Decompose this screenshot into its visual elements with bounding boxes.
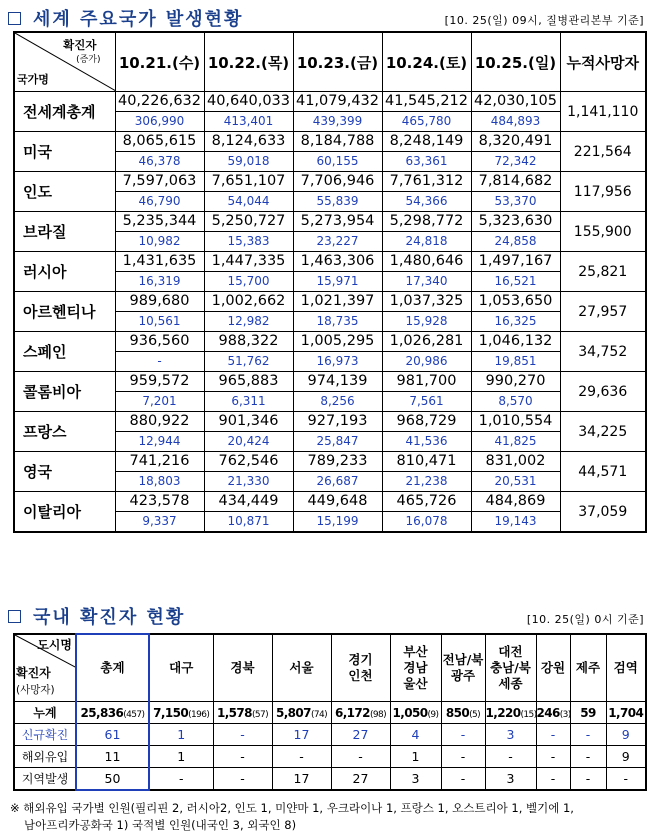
cumulative-cases-cell: 7,761,312 <box>382 172 471 192</box>
country-cases-row <box>14 252 646 272</box>
region-value: - <box>299 749 304 764</box>
region-value-cell <box>390 768 441 791</box>
region-value: 7,150 <box>153 705 189 720</box>
new-cases-cell: 15,199 <box>293 512 382 533</box>
cumulative-deaths-cell: 37,059 <box>560 492 646 533</box>
date-header: 10.23.(금) <box>293 32 382 92</box>
domestic-section-title: 국내 확진자 현황 <box>33 607 186 628</box>
cumulative-cases-cell: 1,497,167 <box>471 252 560 272</box>
cumulative-deaths-cell: 221,564 <box>560 132 646 172</box>
region-value: 9 <box>621 727 630 742</box>
country-name-text: 인도 <box>23 183 52 201</box>
region-value: 1 <box>411 749 420 764</box>
new-cases-cell: 20,986 <box>382 352 471 372</box>
new-cases-cell: 12,944 <box>115 432 204 452</box>
region-value: 850 <box>445 705 470 720</box>
new-cases-cell: 54,044 <box>204 192 293 212</box>
region-header: 경북 <box>213 634 272 702</box>
region-value: 5,807 <box>275 705 311 720</box>
cumulative-cases-cell: 1,002,662 <box>204 292 293 312</box>
cumulative-cases-cell: 40,640,033 <box>204 92 293 112</box>
cumulative-cases-cell: 5,273,954 <box>293 212 382 232</box>
new-cases-cell: 17,340 <box>382 272 471 292</box>
region-value-cell <box>149 768 213 791</box>
cumulative-cases-cell: 988,322 <box>204 332 293 352</box>
region-deaths-value: (457) <box>123 709 145 720</box>
region-value: 1 <box>177 727 186 742</box>
cumulative-cases-cell: 41,079,432 <box>293 92 382 112</box>
country-cases-row <box>14 492 646 512</box>
region-value-cell <box>570 746 606 768</box>
world-section-header <box>8 5 243 31</box>
region-value: - <box>585 727 591 742</box>
corner-confirmed-label: 확진자 <box>16 666 51 680</box>
region-header: 대전 충남/북 세종 <box>485 634 536 702</box>
cumulative-cases-cell: 7,814,682 <box>471 172 560 192</box>
cumulative-deaths-cell: 117,956 <box>560 172 646 212</box>
cumulative-cases-cell: 1,463,306 <box>293 252 382 272</box>
cumulative-deaths-cell: 155,900 <box>560 212 646 252</box>
region-value-cell <box>272 724 331 746</box>
country-cases-row <box>14 172 646 192</box>
new-cases-cell: 306,990 <box>115 112 204 132</box>
cumulative-cases-cell: 8,184,788 <box>293 132 382 152</box>
region-header: 제주 <box>570 634 606 702</box>
cumulative-cases-cell: 5,235,344 <box>115 212 204 232</box>
region-value-cell <box>485 746 536 768</box>
region-value: 61 <box>104 727 121 742</box>
cumulative-cases-cell: 42,030,105 <box>471 92 560 112</box>
country-name-text: 전세계총계 <box>23 103 96 121</box>
region-value-cell <box>441 746 485 768</box>
world-section-note: [10. 25(일) 09시, 질병관리본부 기준] <box>444 14 644 27</box>
region-value: 17 <box>293 727 310 742</box>
checkbox-square-icon <box>8 12 21 25</box>
region-value: - <box>585 749 591 764</box>
cumulative-cases-cell: 1,046,132 <box>471 332 560 352</box>
country-name-text: 아르헨티나 <box>23 303 96 321</box>
cumulative-deaths-cell: 44,571 <box>560 452 646 492</box>
region-header: 서울 <box>272 634 331 702</box>
new-cases-cell: 20,531 <box>471 472 560 492</box>
region-value-cell <box>606 746 646 768</box>
region-deaths-value: (5) <box>469 709 481 720</box>
country-cases-row <box>14 132 646 152</box>
new-cases-cell: 41,825 <box>471 432 560 452</box>
country-cases-row <box>14 372 646 392</box>
cumulative-cases-cell: 968,729 <box>382 412 471 432</box>
region-value-cell <box>606 724 646 746</box>
region-value: - <box>460 771 466 786</box>
cumulative-cases-cell: 974,139 <box>293 372 382 392</box>
region-value-cell <box>331 768 390 791</box>
new-cases-cell: 23,227 <box>293 232 382 252</box>
cumulative-cases-cell: 981,700 <box>382 372 471 392</box>
new-cases-cell: 10,561 <box>115 312 204 332</box>
region-value-cell <box>485 768 536 791</box>
row-label: 해외유입 <box>14 746 76 768</box>
region-value-cell <box>213 724 272 746</box>
region-value-cell <box>441 702 485 724</box>
new-cases-cell: 60,155 <box>293 152 382 172</box>
cumulative-deaths-cell: 34,225 <box>560 412 646 452</box>
domestic-section-note: [10. 25(일) 0시 기준] <box>526 613 644 626</box>
country-cases-row <box>14 292 646 312</box>
country-name <box>14 292 115 332</box>
region-value-cell <box>390 746 441 768</box>
cumulative-deaths-cell: 34,752 <box>560 332 646 372</box>
new-cases-cell: 6,311 <box>204 392 293 412</box>
new-cases-cell: 59,018 <box>204 152 293 172</box>
country-name <box>14 492 115 533</box>
region-value-cell <box>272 768 331 791</box>
cumulative-cases-cell: 8,065,615 <box>115 132 204 152</box>
region-value-cell <box>485 724 536 746</box>
corner-confirmed-label: 확진자 <box>63 38 97 52</box>
corner-deaths-label: (사망자) <box>16 684 55 696</box>
region-value: 50 <box>104 771 121 786</box>
cumulative-cases-cell: 936,560 <box>115 332 204 352</box>
cumulative-cases-cell: 927,193 <box>293 412 382 432</box>
cumulative-cases-cell: 1,053,650 <box>471 292 560 312</box>
region-value: 1,578 <box>216 705 252 720</box>
row-label: 신규확진 <box>14 724 76 746</box>
region-header: 전남/북 광주 <box>441 634 485 702</box>
new-cases-cell: 484,893 <box>471 112 560 132</box>
country-name <box>14 412 115 452</box>
cumulative-cases-cell: 5,298,772 <box>382 212 471 232</box>
cumulative-cases-cell: 810,471 <box>382 452 471 472</box>
new-cases-cell: 16,325 <box>471 312 560 332</box>
region-deaths-value: (57) <box>251 709 269 720</box>
country-name <box>14 452 115 492</box>
checkbox-square-icon <box>8 610 21 623</box>
domestic-row <box>14 724 646 746</box>
corner-city-label: 도시명 <box>37 638 72 652</box>
cumulative-cases-cell: 484,869 <box>471 492 560 512</box>
region-header: 대구 <box>149 634 213 702</box>
cumulative-cases-cell: 965,883 <box>204 372 293 392</box>
region-header: 검역 <box>606 634 646 702</box>
region-deaths-value: (9) <box>427 709 439 720</box>
region-value-cell <box>76 768 149 791</box>
cumulative-cases-cell: 423,578 <box>115 492 204 512</box>
footnote <box>10 800 650 834</box>
new-cases-cell: 20,424 <box>204 432 293 452</box>
region-deaths-value: (15) <box>520 709 537 720</box>
domestic-row <box>14 746 646 768</box>
cumulative-cases-cell: 5,323,630 <box>471 212 560 232</box>
cumulative-cases-cell: 41,545,212 <box>382 92 471 112</box>
region-value-cell <box>331 724 390 746</box>
region-value: - <box>358 749 363 764</box>
region-value: 246 <box>536 705 560 720</box>
domestic-row <box>14 702 646 724</box>
region-value: - <box>508 749 513 764</box>
region-value-cell <box>570 724 606 746</box>
region-value: - <box>623 771 628 786</box>
region-value: 1,050 <box>392 705 428 720</box>
cumulative-cases-cell: 1,026,281 <box>382 332 471 352</box>
region-value: 1,220 <box>485 705 521 720</box>
new-cases-cell: - <box>115 352 204 372</box>
corner-increase-label: (증가) <box>76 55 101 65</box>
region-value-cell <box>149 702 213 724</box>
region-value-cell <box>606 702 646 724</box>
cumulative-cases-cell: 1,480,646 <box>382 252 471 272</box>
new-cases-cell: 24,858 <box>471 232 560 252</box>
region-value-cell <box>536 724 570 746</box>
region-deaths-value: (196) <box>188 709 210 720</box>
new-cases-cell: 15,971 <box>293 272 382 292</box>
new-cases-cell: 439,399 <box>293 112 382 132</box>
region-value-cell <box>331 702 390 724</box>
region-value: 17 <box>293 771 310 786</box>
region-value-cell <box>536 746 570 768</box>
new-cases-cell: 18,735 <box>293 312 382 332</box>
region-value: 9 <box>621 749 630 764</box>
country-name <box>14 332 115 372</box>
world-section-title: 세계 주요국가 발생현황 <box>33 9 244 30</box>
new-cases-cell: 25,847 <box>293 432 382 452</box>
deaths-header: 누적사망자 <box>560 32 646 92</box>
region-value: 6,172 <box>334 705 370 720</box>
cumulative-cases-cell: 1,431,635 <box>115 252 204 272</box>
footnote-line-1: ※ 해외유입 국가별 인원(필리핀 2, 러시아2, 인도 1, 미얀마 1, 우크라이나 1, 프랑스 1, 오스트리아 1, 벨기에 1, <box>10 801 574 815</box>
new-cases-cell: 21,330 <box>204 472 293 492</box>
region-value-cell <box>390 724 441 746</box>
cumulative-cases-cell: 8,248,149 <box>382 132 471 152</box>
region-value-cell <box>272 746 331 768</box>
cumulative-cases-cell: 465,726 <box>382 492 471 512</box>
date-header: 10.22.(목) <box>204 32 293 92</box>
region-header: 총계 <box>76 634 149 702</box>
region-value-cell <box>272 702 331 724</box>
country-cases-row <box>14 452 646 472</box>
country-name-text: 이탈리아 <box>23 503 81 521</box>
region-value-cell <box>570 768 606 791</box>
region-value: 59 <box>580 705 596 720</box>
region-value-cell <box>536 768 570 791</box>
corner-country-label: 국가명 <box>17 73 49 86</box>
new-cases-cell: 15,383 <box>204 232 293 252</box>
domestic-section-header <box>8 603 185 629</box>
world-corner-header <box>14 32 115 92</box>
country-name-text: 콜롬비아 <box>23 383 81 401</box>
cumulative-cases-cell: 449,648 <box>293 492 382 512</box>
region-value-cell <box>390 702 441 724</box>
date-header: 10.25.(일) <box>471 32 560 92</box>
new-cases-cell: 72,342 <box>471 152 560 172</box>
cumulative-cases-cell: 1,005,295 <box>293 332 382 352</box>
region-value: - <box>550 771 556 786</box>
region-value: - <box>178 771 184 786</box>
cumulative-cases-cell: 5,250,727 <box>204 212 293 232</box>
cumulative-cases-cell: 789,233 <box>293 452 382 472</box>
country-cases-row <box>14 332 646 352</box>
new-cases-cell: 15,700 <box>204 272 293 292</box>
region-value-cell <box>441 724 485 746</box>
domestic-row <box>14 768 646 791</box>
cumulative-deaths-cell: 25,821 <box>560 252 646 292</box>
new-cases-cell: 15,928 <box>382 312 471 332</box>
region-value-cell <box>76 724 149 746</box>
cumulative-cases-cell: 880,922 <box>115 412 204 432</box>
region-value: - <box>585 771 591 786</box>
cumulative-cases-cell: 8,320,491 <box>471 132 560 152</box>
new-cases-cell: 7,561 <box>382 392 471 412</box>
new-cases-cell: 26,687 <box>293 472 382 492</box>
region-value: - <box>550 727 556 742</box>
new-cases-cell: 16,973 <box>293 352 382 372</box>
new-cases-cell: 51,762 <box>204 352 293 372</box>
region-value: 11 <box>104 749 121 764</box>
region-value-cell <box>536 702 570 724</box>
cumulative-cases-cell: 434,449 <box>204 492 293 512</box>
cumulative-cases-cell: 989,680 <box>115 292 204 312</box>
country-cases-row <box>14 212 646 232</box>
row-label: 지역발생 <box>14 768 76 791</box>
country-name-text: 미국 <box>23 143 52 161</box>
region-value: 4 <box>411 727 420 742</box>
new-cases-cell: 54,366 <box>382 192 471 212</box>
country-name <box>14 212 115 252</box>
region-value-cell <box>485 702 536 724</box>
region-value-cell <box>149 746 213 768</box>
new-cases-cell: 63,361 <box>382 152 471 172</box>
new-cases-cell: 46,790 <box>115 192 204 212</box>
country-name-text: 스페인 <box>23 343 67 361</box>
region-header: 강원 <box>536 634 570 702</box>
region-value: 3 <box>506 727 515 742</box>
region-value: - <box>240 749 245 764</box>
region-value-cell <box>570 702 606 724</box>
world-header-row <box>14 32 646 92</box>
new-cases-cell: 12,982 <box>204 312 293 332</box>
country-name <box>14 92 115 132</box>
cumulative-cases-cell: 741,216 <box>115 452 204 472</box>
country-name-text: 러시아 <box>23 263 67 281</box>
region-value: 1 <box>177 749 186 764</box>
region-value: 27 <box>352 727 369 742</box>
country-name <box>14 132 115 172</box>
new-cases-cell: 19,143 <box>471 512 560 533</box>
new-cases-cell: 55,839 <box>293 192 382 212</box>
world-cases-table <box>13 31 647 533</box>
row-label: 누계 <box>14 702 76 724</box>
new-cases-cell: 10,982 <box>115 232 204 252</box>
region-value-cell <box>76 702 149 724</box>
region-value-cell <box>76 746 149 768</box>
new-cases-cell: 8,256 <box>293 392 382 412</box>
new-cases-cell: 21,238 <box>382 472 471 492</box>
region-value: - <box>550 749 556 764</box>
new-cases-cell: 53,370 <box>471 192 560 212</box>
cumulative-cases-cell: 7,597,063 <box>115 172 204 192</box>
new-cases-cell: 413,401 <box>204 112 293 132</box>
new-cases-cell: 8,570 <box>471 392 560 412</box>
new-cases-cell: 9,337 <box>115 512 204 533</box>
region-value: - <box>460 749 466 764</box>
region-value-cell <box>606 768 646 791</box>
country-name-text: 브라질 <box>23 223 67 241</box>
country-name-text: 영국 <box>23 463 52 481</box>
region-value: 27 <box>352 771 369 786</box>
cumulative-cases-cell: 40,226,632 <box>115 92 204 112</box>
new-cases-cell: 10,871 <box>204 512 293 533</box>
cumulative-cases-cell: 831,002 <box>471 452 560 472</box>
domestic-header-row <box>14 634 646 702</box>
region-value-cell <box>441 768 485 791</box>
new-cases-cell: 19,851 <box>471 352 560 372</box>
country-name-text: 프랑스 <box>23 423 67 441</box>
cumulative-cases-cell: 1,447,335 <box>204 252 293 272</box>
domestic-cases-table <box>13 633 647 791</box>
region-value: 1,704 <box>608 705 644 720</box>
region-value: 25,836 <box>80 705 124 720</box>
cumulative-cases-cell: 7,651,107 <box>204 172 293 192</box>
footnote-line-2: 남아프리카공화국 1) 국적별 인원(내국인 3, 외국인 8) <box>24 818 297 832</box>
cumulative-cases-cell: 1,021,397 <box>293 292 382 312</box>
region-header: 경기 인천 <box>331 634 390 702</box>
country-name <box>14 372 115 412</box>
region-deaths-value: (98) <box>369 709 387 720</box>
new-cases-cell: 18,803 <box>115 472 204 492</box>
region-value: - <box>240 771 245 786</box>
cumulative-cases-cell: 8,124,633 <box>204 132 293 152</box>
region-value: - <box>240 727 245 742</box>
cumulative-deaths-cell: 29,636 <box>560 372 646 412</box>
region-header: 부산 경남 울산 <box>390 634 441 702</box>
new-cases-cell: 16,078 <box>382 512 471 533</box>
region-value-cell <box>331 746 390 768</box>
date-header: 10.21.(수) <box>115 32 204 92</box>
new-cases-cell: 16,521 <box>471 272 560 292</box>
country-name <box>14 252 115 292</box>
new-cases-cell: 7,201 <box>115 392 204 412</box>
cumulative-deaths-cell: 27,957 <box>560 292 646 332</box>
region-value-cell <box>213 768 272 791</box>
date-header: 10.24.(토) <box>382 32 471 92</box>
cumulative-cases-cell: 901,346 <box>204 412 293 432</box>
region-value: 3 <box>506 771 515 786</box>
region-deaths-value: (74) <box>310 709 328 720</box>
new-cases-cell: 16,319 <box>115 272 204 292</box>
region-value-cell <box>213 702 272 724</box>
region-value: 3 <box>411 771 420 786</box>
new-cases-cell: 465,780 <box>382 112 471 132</box>
region-value-cell <box>213 746 272 768</box>
region-deaths-value: (3) <box>559 709 571 720</box>
cumulative-cases-cell: 1,037,325 <box>382 292 471 312</box>
new-cases-cell: 41,536 <box>382 432 471 452</box>
domestic-corner-header <box>14 634 76 702</box>
cumulative-deaths-cell: 1,141,110 <box>560 92 646 132</box>
country-cases-row <box>14 92 646 112</box>
country-name <box>14 172 115 212</box>
cumulative-cases-cell: 7,706,946 <box>293 172 382 192</box>
new-cases-cell: 24,818 <box>382 232 471 252</box>
cumulative-cases-cell: 762,546 <box>204 452 293 472</box>
cumulative-cases-cell: 1,010,554 <box>471 412 560 432</box>
new-cases-cell: 46,378 <box>115 152 204 172</box>
region-value: - <box>460 727 466 742</box>
region-value-cell <box>149 724 213 746</box>
country-cases-row <box>14 412 646 432</box>
cumulative-cases-cell: 990,270 <box>471 372 560 392</box>
cumulative-cases-cell: 959,572 <box>115 372 204 392</box>
